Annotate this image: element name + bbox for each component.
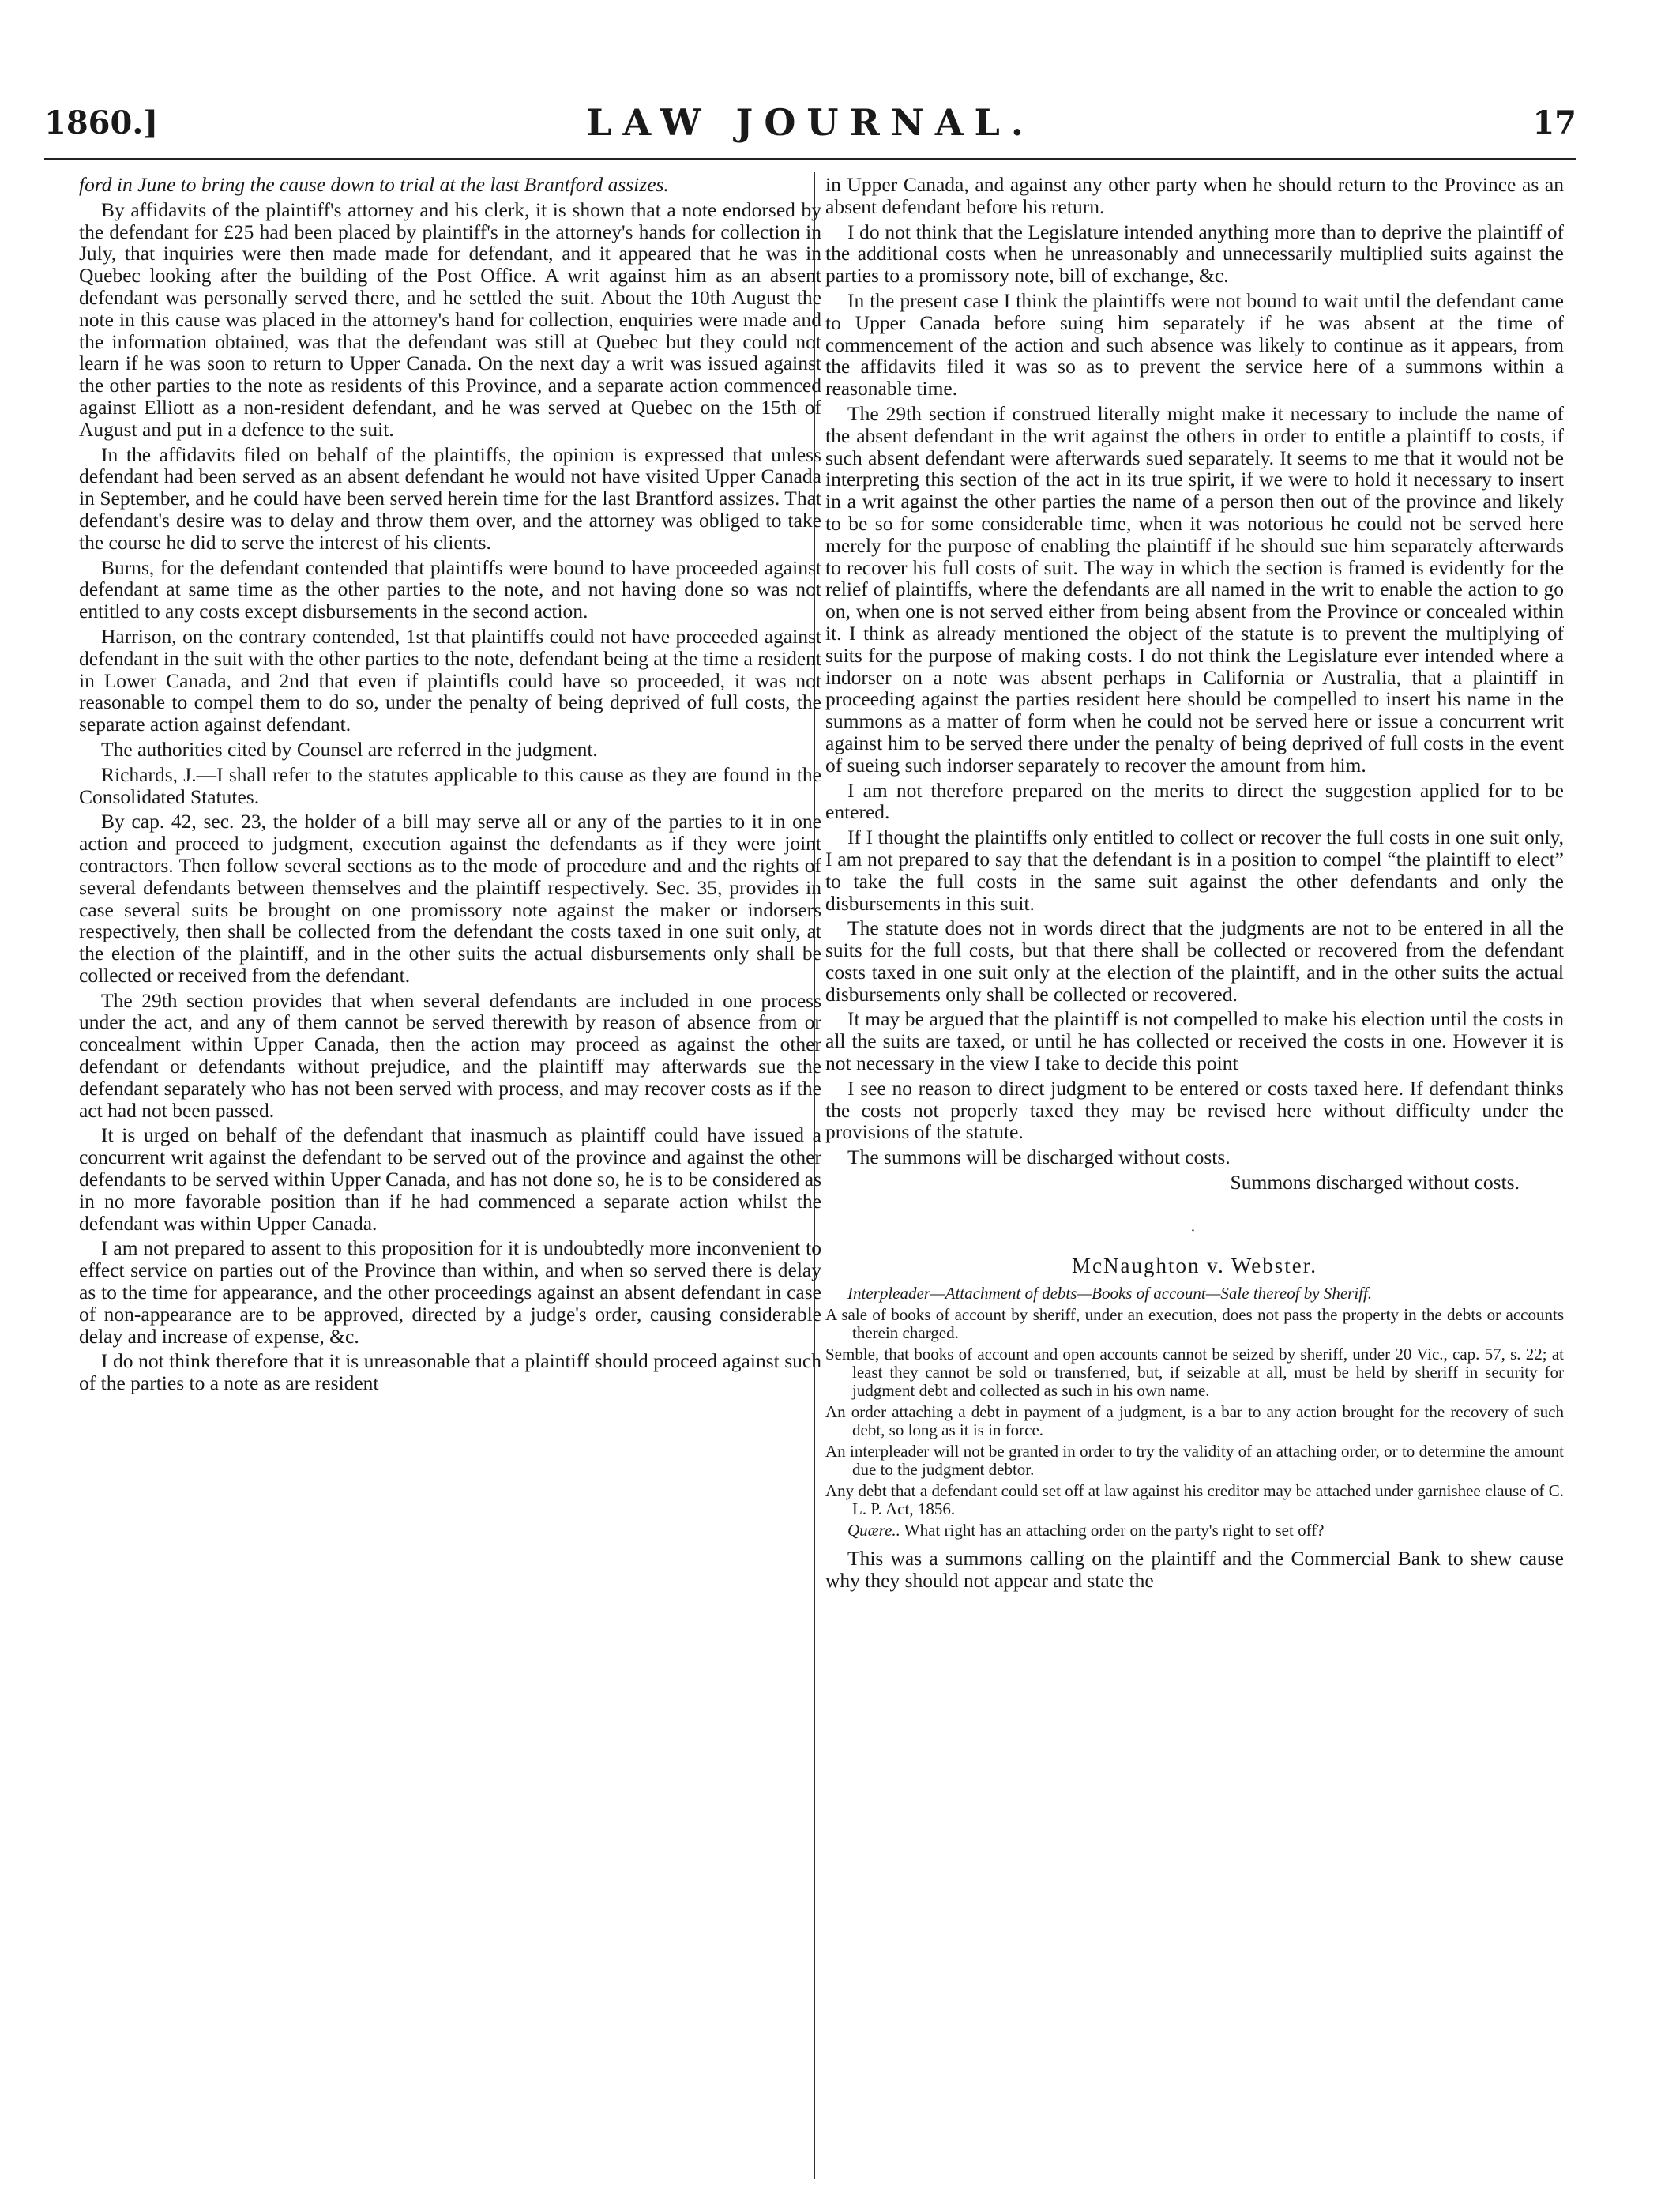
paragraph: It is urged on behalf of the defendant that inasmuch as plaintiff could have issued a concurrent writ against the defendant to be served out of the province and against the other defendants to be served within Upper Canada, and has not done so, he is to be considered as in no more favorable position than if he had commenced a separate action whilst the defendant was within Upper Canada. [79, 1123, 821, 1235]
paragraph: By cap. 42, sec. 23, the holder of a bill may serve all or any of the parties to it in one action and proceed to judgment, execution against the defendants as if they were joint contractors. Then follow several sections as to the mode of procedure and and the rights of several defendants between themselves and the plaintiff respectively. Sec. 35, provides in case several suits be brought on one promissory note against the maker or indorsers respectively, then shall be collected from the defendant the costs taxed in one suit only, at the election of the plaintiff, and in the other suits the actual disbursements only shall be collected or received from the defendant. [79, 810, 821, 987]
quaere-text: What right has an attaching order on the party's right to set off? [904, 1521, 1325, 1540]
paragraph: Richards, J.—I shall refer to the statutes applicable to this cause as they are found in the Consolidated Statutes. [79, 762, 821, 808]
paragraph: The 29th section if construed literally might make it necessary to include the name of the absent defendant in the writ against the others in order to entitle a plaintiff to costs, if such absent defendant were afterwards sued separately. It seems to me that it would not be interpreting this section of the act in its true spirit, if we were to hold it necessary to insert in a writ against the other parties the name of a person then out of the province and likely to be so for some considerable time, when it was notorious he could not be served here merely for the purpose of enabling the plaintiff if he should sue him separately afterwards to recover his full costs of suit. The way in which the section is framed is evidently for the relief of plaintiffs, where the defendants are all named in the writ to enable the action to go on, when one is not served either from being absent from the Province or concealed within it. I think as already mentioned the object of the statute is to prevent the multiplying of suits for the purpose of making costs. I do not think the Legislature ever intended where a indorser on a note was absent perhaps in California or Australia, that a plaintiff in proceeding against the parties resident here should be compelled to insert his name in the summons as a matter of form when he could not be served here or issue a concurrent writ against him to be served there under the penalty of being deprived of full costs in the event of sueing such indorser separately to recover the amount from him. [825, 401, 1564, 777]
header-year: 1860.] [44, 104, 159, 141]
paragraph: Harrison, on the contrary contended, 1st that plaintiffs could not have proceeded against defendant in the suit with the other parties to the note, defendant being at the time a resident in Lower Canada, and 2nd that even if plaintifls could have so proceeded, it was not reasonable to compel them to do so, under the penalty of being deprived of full costs, the separate action against defendant. [79, 624, 821, 736]
paragraph: I do not think therefore that it is unreasonable that a plaintiff should proceed against such of the parties to a note as are resident [79, 1349, 821, 1395]
quaere-label: Quære.. [847, 1521, 900, 1540]
journal-title: LAW JOURNAL. [586, 101, 1035, 144]
order-signoff: Summons discharged without costs. [1230, 1171, 1520, 1194]
paragraph: It may be argued that the plaintiff is not compelled to make his election until the costs in all the suits are taxed, or until he has collected or received the costs in one. However it is not necessary in the view I take to decide this point [825, 1007, 1564, 1075]
quaere-note [825, 1522, 1564, 1540]
headnote: Any debt that a defendant could set off at law against his creditor may be attached under garnishee clause of C. L. P. Act, 1856. [825, 1481, 1564, 1519]
right-column [825, 174, 1564, 2180]
page-header [44, 101, 1576, 160]
paragraph: This was a summons calling on the plaintiff and the Commercial Bank to shew cause why they should not appear and state the [825, 1547, 1564, 1593]
left-column [79, 174, 821, 2180]
headnote: An interpleader will not be granted in order to try the validity of an attaching order, or to determine the amount due to the judgment debtor. [825, 1442, 1564, 1480]
catchwords: Interpleader—Attachment of debts—Books of account—Sale thereof by Sheriff. [847, 1284, 1373, 1304]
paragraph: in Upper Canada, and against any other party when he should return to the Province as an absent defendant before his return. [825, 174, 1564, 218]
paragraph: I see no reason to direct judgment to be entered or costs taxed here. If defendant thinks the costs not properly taxed they may be revised here without difficulty under the provisions of the statute. [825, 1076, 1564, 1144]
paragraph: The 29th section provides that when several defendants are included in one process under the act, and any of them cannot be served therewith by reason of absence from or concealment within Upper Canada, then the action may proceed as against the other defendant or defendants without prejudice, and the plaintiff may afterwards sue the defendant separately who has not been served with process, and may recover costs as if the act had not been passed. [79, 988, 821, 1122]
page-number: 17 [1532, 104, 1576, 141]
headnote: An order attaching a debt in payment of a judgment, is a bar to any action brought for the recovery of such debt, so long as it is in force. [825, 1402, 1564, 1440]
paragraph: ford in June to bring the cause down to trial at the last Brantford assizes. [79, 174, 669, 196]
paragraph: I do not think that the Legislature intended anything more than to deprive the plaintiff of the additional costs when he unreasonably and unnecessarily multiplied suits against the parties to a promissory note, bill of exchange, &c. [825, 220, 1564, 288]
paragraph: I am not therefore prepared on the merits to direct the suggestion applied for to be entered. [825, 778, 1564, 824]
case-title: McNaughton v. Webster. [1071, 1253, 1318, 1277]
paragraph: In the present case I think the plaintiffs were not bound to wait until the defendant came to Upper Canada before suing him separately if he was absent at the time of commencement of the action and such absence was likely to continue as it appears, from the affidavits filed it was so as to prevent the service here of a summons within a reasonable time. [825, 288, 1564, 401]
paragraph: If I thought the plaintiffs only entitled to collect or recover the full costs in one suit only, I am not prepared to say that the defendant is in a position to compel “the plaintiff to elect” to take the full costs in the same suit against the other defendants and only the disbursements in this suit. [825, 826, 1564, 915]
paragraph: By affidavits of the plaintiff's attorney and his clerk, it is shown that a note endorsed by the defendant for £25 had been placed by plaintiff's in the attorney's hands for collection in July, that inquiries were then made made for defendant, and it appeared that he was in Quebec looking after the building of the Post Office. A writ against him as an absent defendant was personally served there, and he settled the suit. About the 10th August the note in this cause was placed in the attorney's hand for collection, enquiries were made and the information obtained, was that the defendant was still at Quebec but they could not learn if he was soon to return to Upper Canada. On the next day a writ was issued against the other parties to the note as residents of this Province, and a separate action commenced against Elliott as a non-resident defendant, and he was served at Quebec on the 15th of August and put in a defence to the suit. [79, 198, 821, 441]
paragraph: In the affidavits filed on behalf of the plaintiffs, the opinion is expressed that unless defendant had been served as an absent defendant he would not have visited Upper Canada in September, and he could have been served herein time for the last Brantford assizes. That defendant's desire was to delay and throw them over, and the attorney was obliged to take the course he did to serve the interest of his clients. [79, 442, 821, 554]
headnote: A sale of books of account by sheriff, under an execution, does not pass the property in the debts or accounts therein charged. [825, 1305, 1564, 1343]
paragraph: The statute does not in words direct that the judgments are not to be entered in all the suits for the full costs, but that there shall be collected or recovered from the defendant costs taxed in one suit only at the election of the plaintiff, and in the other suits the actual disbursements only shall be collected or recovered. [825, 916, 1564, 1006]
paragraph: Burns, for the defendant contended that plaintiffs were bound to have proceeded against defendant at same time as the other parties to the note, and not having done so was not entitled to any costs except disbursements in the second action. [79, 555, 821, 623]
section-separator: —— · —— [1145, 1221, 1244, 1240]
headnote: Semble, that books of account and open accounts cannot be seized by sheriff, under 20 Vic., cap. 57, s. 22; at least they cannot be sold or transferred, but, if seizable at all, must be held by sheriff in security for judgment debt and collected as such in his own name. [825, 1345, 1564, 1401]
paragraph: The summons will be discharged without costs. [847, 1146, 1231, 1169]
paragraph: The authorities cited by Counsel are referred in the judgment. [101, 737, 598, 761]
paragraph: I am not prepared to assent to this proposition for it is undoubtedly more inconvenient to effect service on parties out of the Province than within, and when so served there is delay as to the time for appearance, and the other proceedings against an absent defendant in case of non-appearance are to be approved, directed by a judge's order, causing considerable delay and increase of expense, &c. [79, 1236, 821, 1348]
